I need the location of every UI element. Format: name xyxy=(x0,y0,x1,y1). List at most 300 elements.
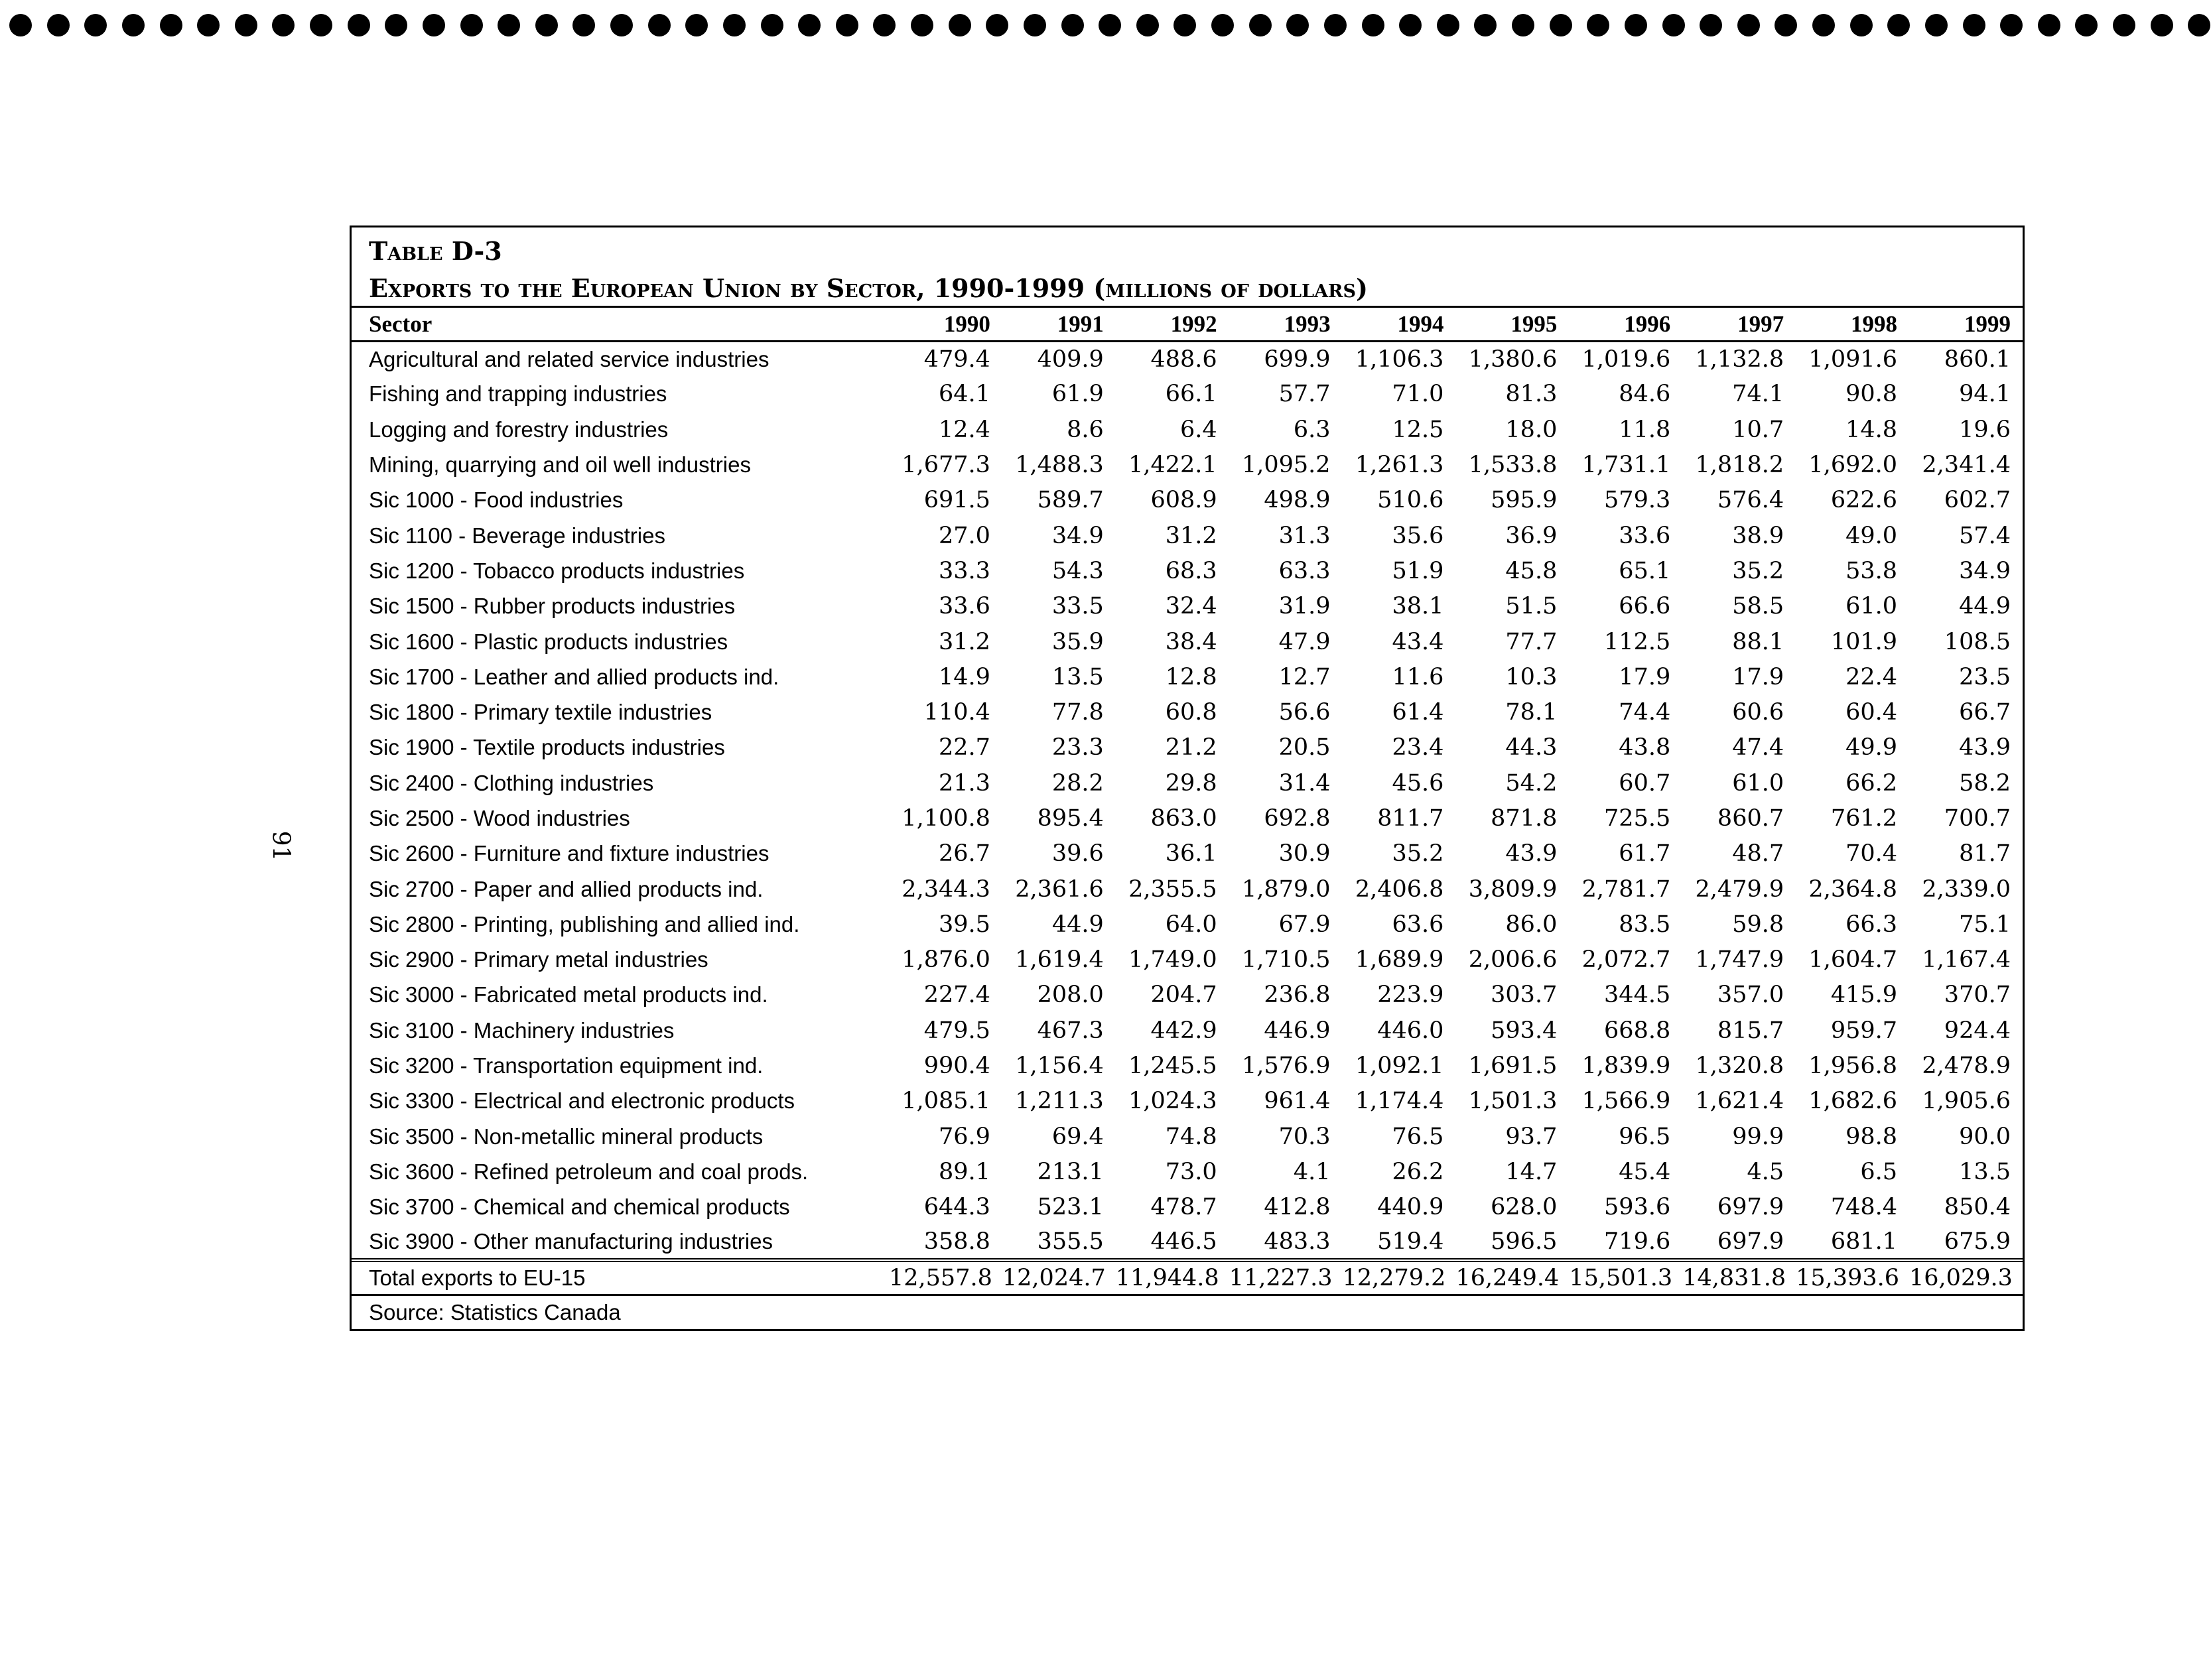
value-cell: 479.4 xyxy=(923,346,990,373)
sector-name-cell: Sic 1200 - Tobacco products industries xyxy=(369,558,745,583)
border-dot xyxy=(685,14,708,36)
value-cell: 358.8 xyxy=(923,1228,990,1256)
value-cell: 33.3 xyxy=(938,557,990,584)
sector-name-cell: Sic 3300 - Electrical and electronic products xyxy=(369,1088,795,1114)
border-dot xyxy=(535,14,558,36)
border-dot xyxy=(1173,14,1196,36)
value-cell: 10.3 xyxy=(1505,663,1558,690)
value-cell: 959.7 xyxy=(1830,1017,1898,1044)
value-cell: 692.8 xyxy=(1264,805,1331,832)
sector-name-cell: Logging and forestry industries xyxy=(369,417,669,442)
sector-name-cell: Sic 1000 - Food industries xyxy=(369,487,624,513)
border-dot xyxy=(385,14,407,36)
sector-name-cell: Sic 3000 - Fabricated metal products ind. xyxy=(369,982,768,1007)
border-dot xyxy=(610,14,633,36)
value-cell: 6.3 xyxy=(1293,416,1331,443)
value-cell: 1,576.9 xyxy=(1241,1053,1331,1080)
value-cell: 1,619.4 xyxy=(1015,946,1104,974)
sector-name-cell: Sic 1600 - Plastic products industries xyxy=(369,629,728,654)
value-cell: 725.5 xyxy=(1604,805,1671,832)
table-row xyxy=(352,589,2023,624)
sector-name-cell: Sic 2700 - Paper and allied products ind. xyxy=(369,876,764,901)
value-cell: 860.7 xyxy=(1717,805,1784,832)
table-row xyxy=(352,377,2023,412)
value-cell: 84.6 xyxy=(1619,381,1671,408)
border-dot xyxy=(1662,14,1685,36)
value-cell: 761.2 xyxy=(1830,805,1898,832)
value-cell: 93.7 xyxy=(1505,1123,1558,1150)
border-dot xyxy=(1362,14,1384,36)
value-cell: 58.5 xyxy=(1732,593,1784,620)
value-cell: 43.4 xyxy=(1392,628,1444,655)
value-cell: 64.1 xyxy=(938,381,990,408)
border-dot xyxy=(1249,14,1272,36)
value-cell: 14.9 xyxy=(938,663,990,690)
value-cell: 67.9 xyxy=(1278,911,1331,938)
sector-name-cell: Sic 1500 - Rubber products industries xyxy=(369,594,736,619)
value-cell: 38.1 xyxy=(1392,593,1444,620)
total-value-cell: 14,831.8 xyxy=(1682,1260,1796,1295)
value-cell: 589.7 xyxy=(1037,487,1104,514)
value-cell: 595.9 xyxy=(1491,487,1558,514)
value-cell: 81.7 xyxy=(1959,840,2011,868)
value-cell: 60.4 xyxy=(1845,699,1898,726)
value-cell: 498.9 xyxy=(1264,487,1331,514)
value-cell: 811.7 xyxy=(1377,805,1444,832)
value-cell: 697.9 xyxy=(1717,1194,1784,1221)
border-dot xyxy=(1136,14,1159,36)
value-cell: 60.8 xyxy=(1165,699,1217,726)
value-cell: 1,621.4 xyxy=(1695,1088,1784,1115)
value-cell: 4.1 xyxy=(1293,1158,1331,1185)
border-dot xyxy=(873,14,896,36)
value-cell: 51.9 xyxy=(1392,557,1444,584)
value-cell: 78.1 xyxy=(1505,699,1558,726)
value-cell: 1,488.3 xyxy=(1015,452,1104,479)
value-cell: 66.1 xyxy=(1165,381,1217,408)
value-cell: 38.9 xyxy=(1732,522,1784,549)
value-cell: 850.4 xyxy=(1944,1194,2011,1221)
sector-name-cell: Sic 3500 - Non-metallic mineral products xyxy=(369,1124,764,1149)
value-cell: 1,100.8 xyxy=(902,805,990,832)
table-row xyxy=(352,1154,2023,1189)
value-cell: 47.4 xyxy=(1732,734,1784,761)
sector-name-cell: Sic 2800 - Printing, publishing and allied ind. xyxy=(369,911,800,937)
sector-name-cell: Sic 1100 - Beverage industries xyxy=(369,523,665,548)
border-dot xyxy=(1286,14,1309,36)
value-cell: 35.9 xyxy=(1051,628,1104,655)
value-cell: 53.8 xyxy=(1845,557,1898,584)
value-cell: 31.4 xyxy=(1278,769,1331,797)
source-note: Source: Statistics Canada xyxy=(352,1295,2023,1329)
value-cell: 1,879.0 xyxy=(1241,875,1331,903)
value-cell: 61.0 xyxy=(1845,593,1898,620)
column-header-year: 1995 xyxy=(1455,307,1569,342)
value-cell: 77.8 xyxy=(1051,699,1104,726)
column-header-year: 1999 xyxy=(1909,307,2023,342)
column-header-year: 1998 xyxy=(1796,307,1909,342)
table-row xyxy=(352,1048,2023,1083)
value-cell: 675.9 xyxy=(1944,1228,2011,1256)
sector-name-cell: Sic 1700 - Leather and allied products ind. xyxy=(369,664,779,689)
value-cell: 10.7 xyxy=(1732,416,1784,443)
value-cell: 101.9 xyxy=(1830,628,1898,655)
sector-name-cell: Sic 3700 - Chemical and chemical products xyxy=(369,1195,790,1220)
value-cell: 6.4 xyxy=(1180,416,1217,443)
value-cell: 54.3 xyxy=(1051,557,1104,584)
value-cell: 76.9 xyxy=(938,1123,990,1150)
value-cell: 815.7 xyxy=(1717,1017,1784,1044)
value-cell: 2,406.8 xyxy=(1355,875,1444,903)
value-cell: 213.1 xyxy=(1037,1158,1104,1185)
value-cell: 415.9 xyxy=(1830,982,1898,1009)
border-dot xyxy=(1550,14,1572,36)
border-dot xyxy=(9,14,32,36)
value-cell: 357.0 xyxy=(1717,982,1784,1009)
border-dot xyxy=(648,14,671,36)
value-cell: 1,839.9 xyxy=(1581,1053,1671,1080)
value-cell: 227.4 xyxy=(923,982,990,1009)
sector-name-cell: Sic 1800 - Primary textile industries xyxy=(369,700,712,725)
value-cell: 57.7 xyxy=(1278,381,1331,408)
value-cell: 412.8 xyxy=(1264,1194,1331,1221)
value-cell: 1,261.3 xyxy=(1355,452,1444,479)
border-dot xyxy=(911,14,933,36)
sector-name-cell: Agricultural and related service industries xyxy=(369,346,770,371)
border-dot xyxy=(1512,14,1534,36)
value-cell: 1,956.8 xyxy=(1808,1053,1898,1080)
value-cell: 236.8 xyxy=(1264,982,1331,1009)
value-cell: 442.9 xyxy=(1150,1017,1217,1044)
value-cell: 446.9 xyxy=(1264,1017,1331,1044)
border-dot xyxy=(460,14,483,36)
value-cell: 70.3 xyxy=(1278,1123,1331,1150)
border-dot xyxy=(122,14,145,36)
border-dot xyxy=(1024,14,1046,36)
value-cell: 60.6 xyxy=(1732,699,1784,726)
value-cell: 65.1 xyxy=(1619,557,1671,584)
value-cell: 88.1 xyxy=(1732,628,1784,655)
sector-name-cell: Sic 2500 - Wood industries xyxy=(369,806,630,830)
table-row xyxy=(352,659,2023,694)
value-cell: 990.4 xyxy=(923,1053,990,1080)
value-cell: 58.2 xyxy=(1959,769,2011,797)
value-cell: 700.7 xyxy=(1944,805,2011,832)
border-dot xyxy=(1437,14,1459,36)
table-body xyxy=(352,342,2023,1261)
value-cell: 12.8 xyxy=(1165,663,1217,690)
value-cell: 12.5 xyxy=(1392,416,1444,443)
value-cell: 523.1 xyxy=(1037,1194,1104,1221)
value-cell: 31.2 xyxy=(1165,522,1217,549)
value-cell: 19.6 xyxy=(1959,416,2011,443)
value-cell: 303.7 xyxy=(1491,982,1558,1009)
value-cell: 83.5 xyxy=(1619,911,1671,938)
value-cell: 2,344.3 xyxy=(902,875,990,903)
border-dot xyxy=(2188,14,2210,36)
table-row xyxy=(352,518,2023,553)
border-dot xyxy=(1587,14,1609,36)
table-row xyxy=(352,872,2023,907)
column-header-year: 1990 xyxy=(889,307,1002,342)
border-dot xyxy=(1061,14,1084,36)
value-cell: 6.5 xyxy=(1860,1158,1898,1185)
value-cell: 32.4 xyxy=(1165,593,1217,620)
value-cell: 2,478.9 xyxy=(1922,1053,2011,1080)
value-cell: 344.5 xyxy=(1604,982,1671,1009)
value-cell: 23.3 xyxy=(1051,734,1104,761)
value-cell: 871.8 xyxy=(1491,805,1558,832)
decorative-dot-border xyxy=(0,5,2211,45)
value-cell: 1,566.9 xyxy=(1581,1088,1671,1115)
value-cell: 75.1 xyxy=(1959,911,2011,938)
value-cell: 45.8 xyxy=(1505,557,1558,584)
table-row xyxy=(352,801,2023,836)
border-dot xyxy=(2113,14,2135,36)
border-dot xyxy=(1211,14,1234,36)
value-cell: 74.4 xyxy=(1619,699,1671,726)
value-cell: 510.6 xyxy=(1377,487,1444,514)
value-cell: 478.7 xyxy=(1150,1194,1217,1221)
value-cell: 1,019.6 xyxy=(1581,346,1671,373)
value-cell: 12.4 xyxy=(938,416,990,443)
value-cell: 748.4 xyxy=(1830,1194,1898,1221)
border-dot xyxy=(1775,14,1797,36)
value-cell: 1,320.8 xyxy=(1695,1053,1784,1080)
value-cell: 36.1 xyxy=(1165,840,1217,868)
value-cell: 697.9 xyxy=(1717,1228,1784,1256)
border-dot xyxy=(1963,14,1985,36)
sector-name-cell: Sic 2900 - Primary metal industries xyxy=(369,947,708,972)
value-cell: 44.3 xyxy=(1505,734,1558,761)
value-cell: 34.9 xyxy=(1959,557,2011,584)
value-cell: 68.3 xyxy=(1165,557,1217,584)
value-cell: 1,092.1 xyxy=(1355,1053,1444,1080)
table-row xyxy=(352,1013,2023,1048)
value-cell: 1,710.5 xyxy=(1241,946,1331,974)
column-header-year: 1991 xyxy=(1002,307,1116,342)
total-value-cell: 12,024.7 xyxy=(1002,1260,1116,1295)
value-cell: 1,132.8 xyxy=(1695,346,1784,373)
value-cell: 576.4 xyxy=(1717,487,1784,514)
sector-name-cell: Mining, quarrying and oil well industries xyxy=(369,452,751,478)
value-cell: 1,749.0 xyxy=(1128,946,1217,974)
table-row xyxy=(352,694,2023,730)
value-cell: 1,876.0 xyxy=(902,946,990,974)
value-cell: 74.1 xyxy=(1732,381,1784,408)
value-cell: 81.3 xyxy=(1505,381,1558,408)
value-cell: 1,689.9 xyxy=(1355,946,1444,974)
value-cell: 644.3 xyxy=(923,1194,990,1221)
value-cell: 11.8 xyxy=(1619,416,1671,443)
value-cell: 668.8 xyxy=(1604,1017,1671,1044)
value-cell: 13.5 xyxy=(1051,663,1104,690)
total-value-cell: 15,393.6 xyxy=(1796,1260,1909,1295)
total-value-cell: 16,249.4 xyxy=(1455,1260,1569,1295)
value-cell: 2,341.4 xyxy=(1922,452,2011,479)
total-value-cell: 16,029.3 xyxy=(1909,1260,2023,1295)
value-cell: 112.5 xyxy=(1604,628,1671,655)
border-dot xyxy=(1324,14,1347,36)
sector-name-cell: Sic 3600 - Refined petroleum and coal prods. xyxy=(369,1159,809,1184)
value-cell: 1,692.0 xyxy=(1808,452,1898,479)
value-cell: 35.2 xyxy=(1732,557,1784,584)
value-cell: 70.4 xyxy=(1845,840,1898,868)
value-cell: 1,091.6 xyxy=(1808,346,1898,373)
value-cell: 18.0 xyxy=(1505,416,1558,443)
border-dot xyxy=(1812,14,1835,36)
value-cell: 39.6 xyxy=(1051,840,1104,868)
value-cell: 61.0 xyxy=(1732,769,1784,797)
value-cell: 98.8 xyxy=(1845,1123,1898,1150)
border-dot xyxy=(1925,14,1948,36)
border-dot xyxy=(723,14,746,36)
total-value-cell: 12,557.8 xyxy=(889,1260,1002,1295)
value-cell: 14.8 xyxy=(1845,416,1898,443)
column-header-year: 1993 xyxy=(1229,307,1343,342)
value-cell: 1,691.5 xyxy=(1468,1053,1558,1080)
column-header-sector: Sector xyxy=(352,307,889,342)
value-cell: 2,781.7 xyxy=(1581,875,1671,903)
value-cell: 33.6 xyxy=(1619,522,1671,549)
value-cell: 1,156.4 xyxy=(1015,1053,1104,1080)
value-cell: 23.5 xyxy=(1959,663,2011,690)
total-value-cell: 11,227.3 xyxy=(1229,1260,1343,1295)
border-dot xyxy=(1887,14,1910,36)
sector-name-cell: Sic 3200 - Transportation equipment ind. xyxy=(369,1053,764,1078)
sector-name-cell: Sic 3100 - Machinery industries xyxy=(369,1017,675,1043)
value-cell: 71.0 xyxy=(1392,381,1444,408)
value-cell: 1,024.3 xyxy=(1128,1088,1217,1115)
value-cell: 26.2 xyxy=(1392,1158,1444,1185)
value-cell: 1,818.2 xyxy=(1695,452,1784,479)
table-row xyxy=(352,978,2023,1013)
value-cell: 31.2 xyxy=(938,628,990,655)
value-cell: 1,905.6 xyxy=(1922,1088,2011,1115)
border-dot xyxy=(761,14,783,36)
value-cell: 29.8 xyxy=(1165,769,1217,797)
value-cell: 1,501.3 xyxy=(1468,1088,1558,1115)
value-cell: 49.9 xyxy=(1845,734,1898,761)
value-cell: 8.6 xyxy=(1067,416,1104,443)
value-cell: 63.3 xyxy=(1278,557,1331,584)
value-cell: 483.3 xyxy=(1264,1228,1331,1256)
value-cell: 99.9 xyxy=(1732,1123,1784,1150)
value-cell: 608.9 xyxy=(1150,487,1217,514)
value-cell: 66.7 xyxy=(1959,699,2011,726)
page-number: 91 xyxy=(267,830,295,862)
border-dot xyxy=(949,14,971,36)
table-label: Table D-3 xyxy=(369,236,502,266)
value-cell: 28.2 xyxy=(1051,769,1104,797)
value-cell: 59.8 xyxy=(1732,911,1784,938)
value-cell: 94.1 xyxy=(1959,381,2011,408)
total-value-cell: 11,944.8 xyxy=(1116,1260,1229,1295)
value-cell: 44.9 xyxy=(1051,911,1104,938)
value-cell: 45.6 xyxy=(1392,769,1444,797)
value-cell: 4.5 xyxy=(1747,1158,1784,1185)
value-cell: 691.5 xyxy=(923,487,990,514)
sector-name-cell: Fishing and trapping industries xyxy=(369,381,667,407)
value-cell: 51.5 xyxy=(1505,593,1558,620)
value-cell: 35.6 xyxy=(1392,522,1444,549)
table-row xyxy=(352,342,2023,377)
value-cell: 1,174.4 xyxy=(1355,1088,1444,1115)
value-cell: 64.0 xyxy=(1165,911,1217,938)
value-cell: 63.6 xyxy=(1392,911,1444,938)
value-cell: 2,355.5 xyxy=(1128,875,1217,903)
value-cell: 69.4 xyxy=(1051,1123,1104,1150)
value-cell: 66.2 xyxy=(1845,769,1898,797)
border-dot xyxy=(1700,14,1722,36)
value-cell: 446.0 xyxy=(1377,1017,1444,1044)
sector-name-cell: Sic 2400 - Clothing industries xyxy=(369,770,654,795)
value-cell: 1,085.1 xyxy=(902,1088,990,1115)
value-cell: 110.4 xyxy=(923,699,990,726)
table-row xyxy=(352,836,2023,872)
column-header-year: 1992 xyxy=(1116,307,1229,342)
exports-table xyxy=(352,306,2023,1329)
value-cell: 1,747.9 xyxy=(1695,946,1784,974)
value-cell: 54.2 xyxy=(1505,769,1558,797)
value-cell: 35.2 xyxy=(1392,840,1444,868)
value-cell: 43.9 xyxy=(1505,840,1558,868)
value-cell: 446.5 xyxy=(1150,1228,1217,1256)
value-cell: 370.7 xyxy=(1944,982,2011,1009)
value-cell: 61.9 xyxy=(1051,381,1104,408)
value-cell: 1,731.1 xyxy=(1581,452,1671,479)
value-cell: 719.6 xyxy=(1604,1228,1671,1256)
table-row xyxy=(352,553,2023,588)
value-cell: 21.2 xyxy=(1165,734,1217,761)
value-cell: 23.4 xyxy=(1392,734,1444,761)
value-cell: 90.8 xyxy=(1845,381,1898,408)
value-cell: 74.8 xyxy=(1165,1123,1217,1150)
value-cell: 86.0 xyxy=(1505,911,1558,938)
value-cell: 596.5 xyxy=(1491,1228,1558,1256)
value-cell: 1,533.8 xyxy=(1468,452,1558,479)
value-cell: 22.7 xyxy=(938,734,990,761)
value-cell: 409.9 xyxy=(1037,346,1104,373)
value-cell: 519.4 xyxy=(1377,1228,1444,1256)
value-cell: 38.4 xyxy=(1165,628,1217,655)
value-cell: 1,682.6 xyxy=(1808,1088,1898,1115)
value-cell: 22.4 xyxy=(1845,663,1898,690)
column-header-year: 1994 xyxy=(1343,307,1456,342)
value-cell: 1,095.2 xyxy=(1241,452,1331,479)
value-cell: 863.0 xyxy=(1150,805,1217,832)
border-dot xyxy=(235,14,257,36)
value-cell: 440.9 xyxy=(1377,1194,1444,1221)
value-cell: 1,106.3 xyxy=(1355,346,1444,373)
table-row xyxy=(352,1225,2023,1260)
table-row xyxy=(352,765,2023,801)
value-cell: 77.7 xyxy=(1505,628,1558,655)
border-dot xyxy=(1099,14,1121,36)
table-row xyxy=(352,942,2023,978)
value-cell: 89.1 xyxy=(938,1158,990,1185)
value-cell: 96.5 xyxy=(1619,1123,1671,1150)
value-cell: 1,245.5 xyxy=(1128,1053,1217,1080)
table-row xyxy=(352,447,2023,482)
table-row xyxy=(352,907,2023,942)
value-cell: 13.5 xyxy=(1959,1158,2011,1185)
value-cell: 60.7 xyxy=(1619,769,1671,797)
value-cell: 2,479.9 xyxy=(1695,875,1784,903)
value-cell: 699.9 xyxy=(1264,346,1331,373)
border-dot xyxy=(348,14,370,36)
value-cell: 90.0 xyxy=(1959,1123,2011,1150)
